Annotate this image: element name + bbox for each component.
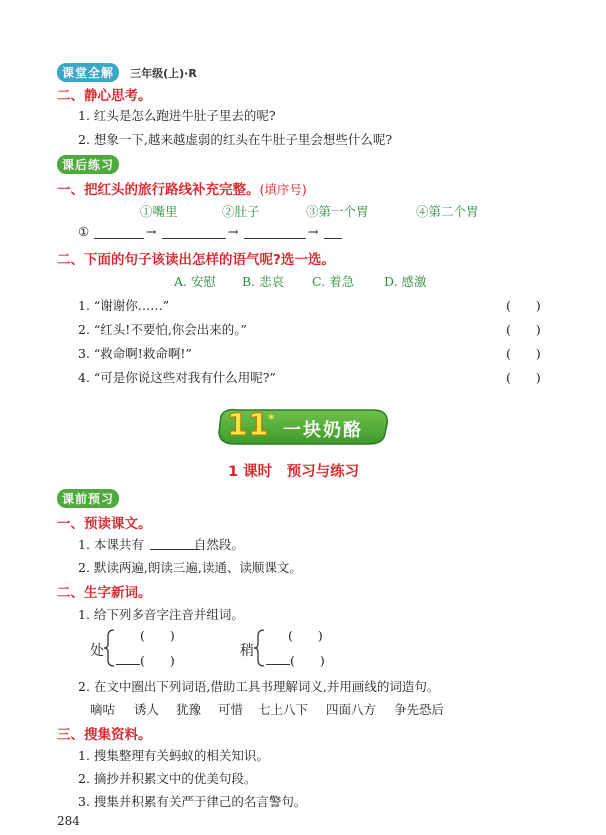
tone-choice-c: C. 着急 (312, 274, 355, 289)
polyphone-char-2: 稍 (240, 643, 254, 659)
route-option-3: ③第一个胃 (306, 204, 369, 219)
route-blank-1[interactable] (162, 238, 226, 239)
lesson-subtitle: 1 课时 预习与练习 (228, 464, 360, 480)
polyphone-char-1: 处 (90, 643, 104, 659)
paragraph-count-blank[interactable] (150, 549, 200, 550)
polyphone-2-pinyin-1[interactable]: ( ) (288, 628, 323, 643)
tone-answer-1[interactable]: ( ) (506, 298, 541, 313)
polyphone-2-word-blank-2[interactable] (266, 664, 290, 665)
vocab-word: 诱人 (134, 702, 160, 717)
route-blank-2[interactable] (244, 238, 306, 239)
tone-item-3: 3. “救命啊!救命啊!” (78, 346, 192, 361)
section-preread-title: 一、预读课文。 (57, 516, 152, 532)
tone-item-2: 2. “红头!不要怕,你会出来的。” (78, 322, 247, 337)
header-badge: 课堂全解 (57, 63, 119, 82)
vocab-word: 犹豫 (176, 702, 202, 717)
route-option-4: ④第二个胃 (416, 204, 479, 219)
polyphone-2-pinyin-2[interactable]: ( ) (290, 653, 325, 668)
think-question-2: 2. 想象一下,越来越虚弱的红头在牛肚子里会想些什么呢? (78, 132, 393, 147)
research-item-3: 3. 搜集并积累有关严于律己的名言警句。 (78, 794, 307, 809)
route-arrow-2: → (228, 224, 239, 239)
vocab-word: 争先恐后 (394, 702, 445, 717)
tone-answer-3[interactable]: ( ) (506, 346, 541, 361)
polyphone-1-pinyin-2[interactable]: ( ) (140, 653, 175, 668)
section-route-note: (填序号) (259, 182, 307, 197)
section-think-title: 二、静心思考。 (57, 88, 152, 104)
vocab-word: 四面八方 (326, 702, 377, 717)
lesson-number: 11 (227, 408, 269, 443)
section-tone-title: 二、下面的句子该读出怎样的语气呢?选一选。 (57, 252, 335, 268)
tone-answer-2[interactable]: ( ) (506, 322, 541, 337)
tone-choice-a: A. 安慰 (174, 274, 216, 289)
think-question-1: 1. 红头是怎么跑进牛肚子里去的呢? (78, 108, 276, 123)
tone-item-4: 4. “可是你说这些对我有什么用呢?” (78, 370, 276, 385)
polyphone-1-pinyin-1[interactable]: ( ) (140, 628, 175, 643)
section-research-title: 三、搜集资料。 (57, 727, 152, 743)
section-route-title-text: 一、把红头的旅行路线补充完整。 (57, 182, 260, 198)
research-item-1: 1. 搜集整理有关蚂蚁的相关知识。 (78, 748, 269, 763)
lesson-banner (213, 406, 393, 448)
brace-icon (254, 628, 266, 668)
preread-item-2: 2. 默读两遍,朗读三遍,读通、读顺课文。 (78, 560, 302, 575)
lesson-title: 一块奶酪 (283, 420, 363, 441)
brace-icon (104, 628, 116, 668)
route-arrow-1: → (146, 224, 157, 239)
page-number: 284 (57, 814, 80, 828)
route-start: ① (78, 224, 90, 239)
route-arrow-3: → (308, 224, 319, 239)
vocab-word: 嘀咕 (90, 702, 116, 717)
tone-answer-4[interactable]: ( ) (506, 370, 541, 385)
header (57, 62, 197, 82)
newwords-item-2: 2. 在文中圈出下列词语,借助工具书理解词义,并用画线的词造句。 (78, 679, 440, 694)
route-option-1: ①嘴里 (140, 204, 178, 219)
after-class-badge: 课后练习 (57, 155, 119, 174)
research-item-2: 2. 摘抄并积累文中的优美句段。 (78, 771, 257, 786)
grade-label: 三年级(上)·R (130, 67, 197, 80)
after-class-badge-wrap (57, 154, 119, 174)
newwords-item-1: 1. 给下列多音字注音并组词。 (78, 607, 244, 622)
tone-choice-b: B. 悲哀 (242, 274, 285, 289)
route-blank-0[interactable] (94, 238, 144, 239)
polyphone-1-word-blank-2[interactable] (116, 664, 140, 665)
tone-choice-d: D. 感激 (384, 274, 427, 289)
lesson-star: * (268, 412, 275, 426)
vocab-word: 可惜 (218, 702, 244, 717)
tone-item-1: 1. “谢谢你……” (78, 298, 170, 313)
vocab-word: 七上八下 (258, 702, 309, 717)
route-option-2: ②肚子 (222, 204, 260, 219)
preread-item-1: 1. 本课共有 自然段。 (78, 537, 244, 552)
route-blank-3[interactable] (324, 238, 342, 239)
before-class-badge-wrap (57, 488, 119, 508)
section-route-title (57, 178, 307, 198)
before-class-badge: 课前预习 (57, 489, 119, 508)
section-newwords-title: 二、生字新词。 (57, 585, 152, 601)
